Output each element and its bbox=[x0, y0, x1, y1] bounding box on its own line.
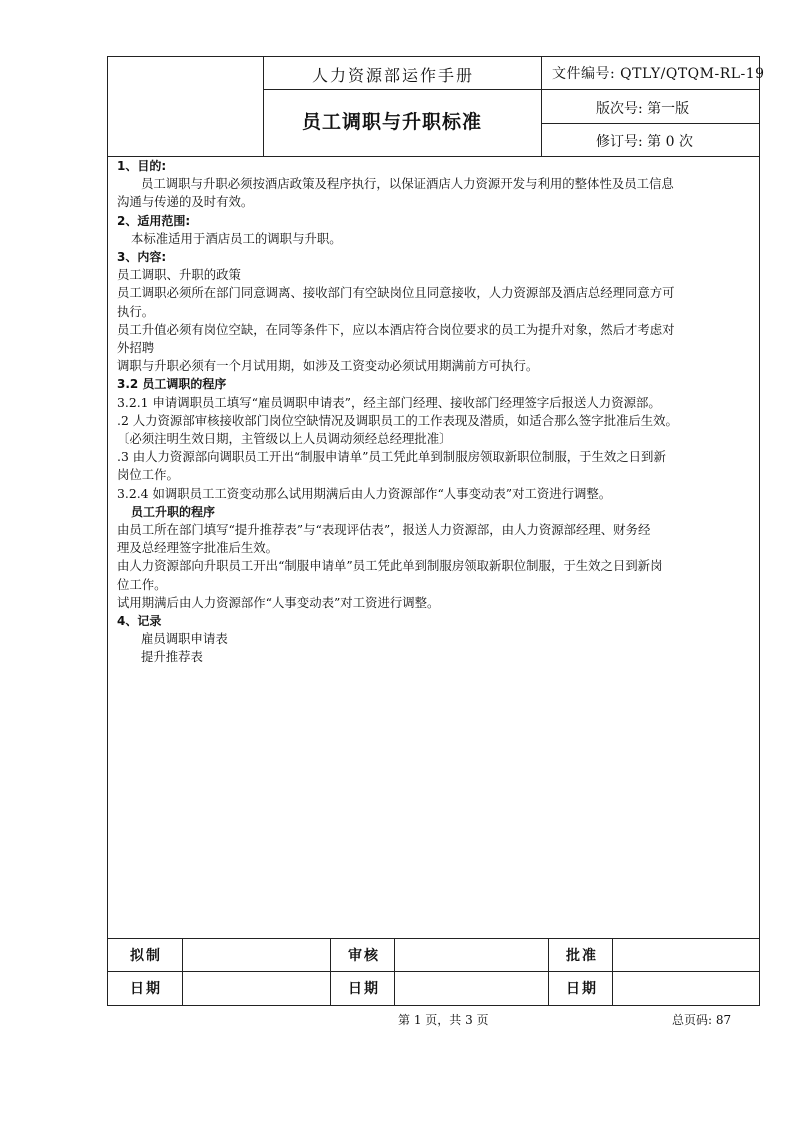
doc-title: 员工调职与升职标准 bbox=[302, 111, 483, 133]
section-3-2-line-1: 3.2.1 申请调职员工填写“雇员调职申请表”，经主部门经理、接收部门经理签字后报送人力资源部。 bbox=[117, 394, 661, 410]
section-2-heading: 2、适用范围: bbox=[117, 213, 191, 228]
approved-label: 批准 bbox=[566, 948, 598, 964]
section-3-line-1: 员工调职、升职的政策 bbox=[117, 267, 241, 283]
footer-table-mid bbox=[107, 971, 760, 972]
section-3-line-3-cont: 外招聘 bbox=[117, 340, 155, 356]
section-3-3-line-3: 试用期满后由人力资源部作“人事变动表”对工资进行调整。 bbox=[117, 594, 440, 610]
reviewed-date-label: 日期 bbox=[348, 981, 380, 997]
section-4-heading: 4、记录 bbox=[117, 614, 162, 629]
header-left-divider bbox=[263, 56, 264, 157]
approved-date-label: 日期 bbox=[566, 981, 598, 997]
page-number: 第 1 页，共 3 页 bbox=[398, 1013, 489, 1027]
section-1-heading: 1、目的: bbox=[117, 159, 167, 173]
section-3-3-heading: 员工升职的程序 bbox=[131, 504, 216, 519]
section-3-line-2: 员工调职必须所在部门同意调离、接收部门有空缺岗位且同意接收，人力资源部及酒店总经理同意方可 bbox=[117, 285, 675, 301]
footer-col-4 bbox=[548, 938, 549, 1006]
section-3-line-2-cont: 执行。 bbox=[117, 303, 155, 319]
footer-col-1 bbox=[182, 938, 183, 1006]
revision-number: 修订号: 第 0 次 bbox=[596, 134, 693, 150]
reviewed-label: 审核 bbox=[348, 948, 380, 964]
section-3-2-line-4: .3 由人力资源部向调职员工开出“制服申请单”员工凭此单到制服房领取新职位制服，于生效之日到新 bbox=[117, 449, 666, 465]
header-right-divider bbox=[541, 56, 542, 157]
document-body bbox=[113, 157, 758, 667]
drafted-label: 拟制 bbox=[130, 948, 162, 964]
header-divider-right-top bbox=[541, 89, 760, 90]
section-3-line-3: 员工升值必须有岗位空缺，在同等条件下，应以本酒店符合岗位要求的员工为提升对象，然后才考虑对 bbox=[117, 321, 675, 337]
section-3-heading: 3、内容: bbox=[117, 250, 167, 265]
footer-col-3 bbox=[394, 938, 395, 1006]
section-3-3-line-1: 由员工所在部门填写“提升推荐表”与“表现评估表”，报送人力资源部，由人力资源部经理、财务经 bbox=[117, 522, 651, 538]
drafted-date-label: 日期 bbox=[130, 981, 162, 997]
section-2-text: 本标准适用于酒店员工的调职与升职。 bbox=[131, 230, 342, 246]
header-divider-right-mid bbox=[541, 123, 760, 124]
record-item-1: 雇员调职申请表 bbox=[141, 631, 228, 647]
doc-number: 文件编号: QTLY/QTQM-RL-19 bbox=[552, 66, 765, 82]
total-page-code: 总页码: 87 bbox=[672, 1013, 732, 1027]
section-3-2-line-2: .2 人力资源部审核接收部门岗位空缺情况及调职员工的工作表现及潜质，如适合那么签字批准后生效。 bbox=[117, 412, 678, 428]
section-1-text: 员工调职与升职必须按酒店政策及程序执行，以保证酒店人力资源开发与利用的整体性及员工信息 bbox=[141, 176, 674, 192]
section-3-2-line-5: 3.2.4 如调职员工工资变动那么试用期满后由人力资源部作“人事变动表”对工资进行调整。 bbox=[117, 485, 612, 501]
record-item-2: 提升推荐表 bbox=[141, 649, 203, 665]
section-3-2-line-4-cont: 岗位工作。 bbox=[117, 467, 179, 483]
section-3-line-4: 调职与升职必须有一个月试用期，如涉及工资变动必须试用期满前方可执行。 bbox=[117, 358, 539, 374]
section-1-text-cont: 沟通与传递的及时有效。 bbox=[117, 194, 254, 210]
section-3-3-line-2-cont: 位工作。 bbox=[117, 576, 167, 592]
header-divider-center bbox=[263, 89, 542, 90]
version-number: 版次号: 第一版 bbox=[596, 101, 690, 117]
section-3-2-line-3: 〔必须注明生效日期，主管级以上人员调动须经总经理批准〕 bbox=[117, 431, 452, 447]
footer-table-top bbox=[107, 938, 760, 939]
section-3-3-line-1-cont: 理及总经理签字批准后生效。 bbox=[117, 540, 279, 556]
section-3-3-line-2: 由人力资源部向升职员工开出“制服申请单”员工凭此单到制服房领取新职位制服，于生效之日到新岗 bbox=[117, 558, 663, 574]
footer-col-2 bbox=[330, 938, 331, 1006]
manual-title: 人力资源部运作手册 bbox=[312, 66, 475, 85]
footer-col-5 bbox=[612, 938, 613, 1006]
section-3-2-heading: 3.2 员工调职的程序 bbox=[117, 377, 227, 392]
